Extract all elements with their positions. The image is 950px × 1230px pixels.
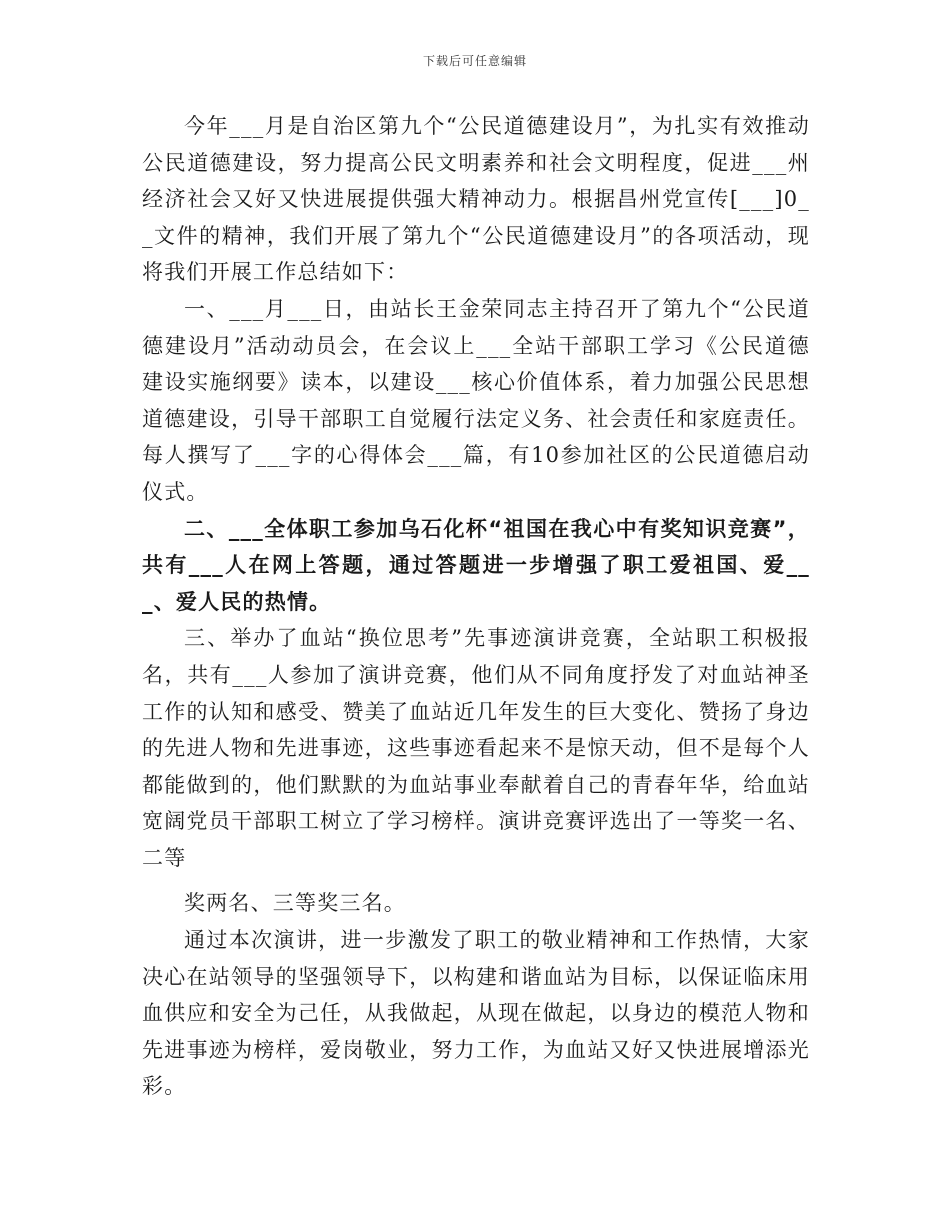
paragraph-intro: 今年___月是自治区第九个“公民道德建设月”，为扎实有效推动公民道德建设，努力提高公民文明素养和社会文明程度，促进___州经济社会又好又快进展提供强大精神动力。根据昌州党宣传[___]0__文件的精神，我们开展了第九个“公民道德建设月”的各项活动，现将我们开展工作总结如下： <box>142 114 810 285</box>
page-header: 下载后可任意编辑 <box>422 54 527 68</box>
paragraph-item-three-continued: 奖两名、三等奖三名。 <box>184 891 406 916</box>
document-body <box>142 108 810 1105</box>
paragraph-item-three: 三、举办了血站“换位思考”先事迹演讲竞赛，全站职工积极报名，共有___人参加了演讲竞赛，他们从不同角度抒发了对血站神圣工作的认知和感受、赞美了血站近几年发生的巨大变化、赞扬了身边的先进人物和先进事迹，这些事迹看起来不是惊天动，但不是每个人都能做到的，他们默默的为血站事业奉献着自己的青春年华，给血站宽阔党员干部职工树立了学习榜样。演讲竞赛评选出了一等奖一名、二等 <box>142 626 810 870</box>
paragraph-item-two: 二、___全体职工参加乌石化杯“祖国在我心中有奖知识竞赛”，共有___人在网上答题，通过答题进一步增强了职工爱祖国、爱___、爱人民的热情。 <box>142 516 810 614</box>
paragraph-conclusion: 通过本次演讲，进一步激发了职工的敬业精神和工作热情，大家决心在站领导的坚强领导下，以构建和谐血站为目标，以保证临床用血供应和安全为己任，从我做起，从现在做起，以身边的模范人物和先进事迹为榜样，爱岗敬业，努力工作，为血站又好又快进展增添光彩。 <box>142 928 810 1099</box>
paragraph-item-one: 一、___月___日，由站长王金荣同志主持召开了第九个“公民道德建设月”活动动员会，在会议上___全站干部职工学习《公民道德建设实施纲要》读本，以建设___核心价值体系，着力加强公民思想道德建设，引导干部职工自觉履行法定义务、社会责任和家庭责任。每人撰写了___字的心得体会___篇，有10参加社区的公民道德启动仪式。 <box>142 296 810 504</box>
